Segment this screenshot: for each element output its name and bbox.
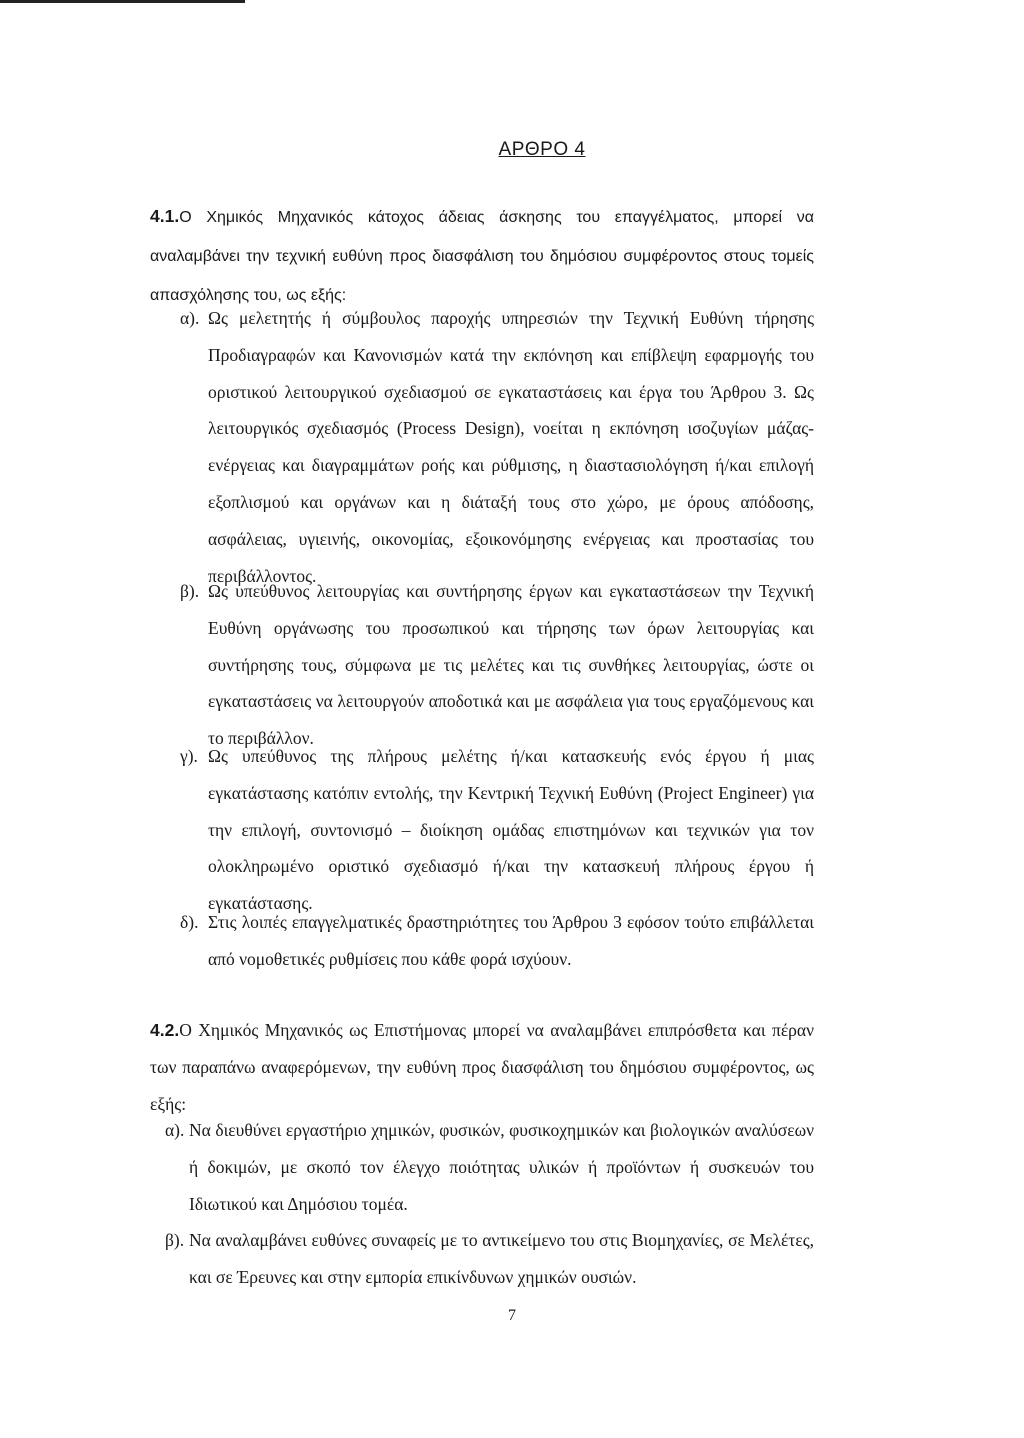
- top-border-line: [0, 0, 245, 3]
- item-label: γ).: [180, 746, 198, 766]
- item-label: β).: [180, 581, 200, 601]
- section-4-1-item-c: [180, 738, 814, 922]
- article-title: ΑΡΘΡΟ 4: [498, 139, 586, 160]
- section-4-1-number: 4.1.: [150, 206, 180, 226]
- section-4-2-item-a: [165, 1112, 814, 1222]
- item-label: α).: [165, 1120, 185, 1140]
- section-4-1-intro-text: Ο Χημικός Μηχανικός κάτοχος άδειας άσκησης του επαγγέλματος, μπορεί να αναλαμβάνει την τεχνική ευθύνη προς διασφάλιση του δημόσιου συμφέροντος στους τομείς απασχόλησης του, ως εξής:: [150, 209, 814, 304]
- item-text: Να αναλαμβάνει ευθύνες συναφείς με το αντικείμενο του στις Βιομηχανίες, σε Μελέτες, και σε Έρευνες και στην εμπορία επικίνδυνων χημικών ουσιών.: [189, 1230, 814, 1287]
- item-text: Να διευθύνει εργαστήριο χημικών, φυσικών, φυσικοχημικών και βιολογικών αναλύσεων ή δοκιμών, με σκοπό τον έλεγχο ποιότητας υλικών ή προϊόντων ή συσκευών του Ιδιωτικού και Δημόσιου τομέα.: [189, 1120, 814, 1214]
- section-4-2-intro: [150, 1012, 814, 1122]
- section-4-2-number: 4.2.: [150, 1020, 180, 1040]
- item-label: β).: [165, 1230, 185, 1250]
- section-4-1-item-d: [180, 904, 814, 978]
- item-text: Ως υπεύθυνος λειτουργίας και συντήρησης έργων και εγκαταστάσεων την Τεχνική Ευθύνη οργάνωσης του προσωπικού και τήρησης των όρων λειτουργίας και συντήρησης τους, σύμφωνα με τις μελέτες και τις συνθήκες λειτουργίας, ώστε οι εγκαταστάσεις να λειτουργούν αποδοτικά και με ασφάλεια για τους εργαζόμενους και το περιβάλλον.: [208, 581, 814, 749]
- section-4-2-intro-text: Ο Χημικός Μηχανικός ως Επιστήμονας μπορεί να αναλαμβάνει επιπρόσθετα και πέραν των παραπάνω αναφερόμενων, την ευθύνη προς διασφάλιση του δημόσιου συμφέροντος, ως εξής:: [150, 1020, 814, 1114]
- section-4-1-intro: [150, 198, 814, 314]
- item-label: α).: [180, 308, 200, 328]
- item-text: Ως μελετητής ή σύμβουλος παροχής υπηρεσιών την Τεχνική Ευθύνη τήρησης Προδιαγραφών και Κανονισμών κατά την εκπόνηση και επίβλεψη εφαρμογής του οριστικού λειτουργικού σχεδιασμού σε εγκαταστάσεις και έργα του Άρθρου 3. Ως λειτουργικός σχεδιασμός (Process Design), νοείται η εκπόνηση ισοζυγίων μάζας-ενέργειας και διαγραμμάτων ροής και ρύθμισης, η διαστασιολόγηση ή/και επιλογή εξοπλισμού και οργάνων και η διάταξή τους στο χώρο, με όρους απόδοσης, ασφάλειας, υγιεινής, οικονομίας, εξοικονόμησης ενέργειας και προστασίας του περιβάλλοντος.: [208, 308, 814, 586]
- item-text: Στις λοιπές επαγγελματικές δραστηριότητες του Άρθρου 3 εφόσον τούτο επιβάλλεται από νομοθετικές ρυθμίσεις που κάθε φορά ισχύουν.: [208, 912, 814, 969]
- item-text: Ως υπεύθυνος της πλήρους μελέτης ή/και κατασκευής ενός έργου ή μιας εγκατάστασης κατόπιν εντολής, την Κεντρική Τεχνική Ευθύνη (Project Engineer) για την επιλογή, συντονισμό – διοίκηση ομάδας επιστημόνων και τεχνικών για τον ολοκληρωμένο οριστικό σχεδιασμό ή/και την κατασκευή πλήρους έργου ή εγκατάστασης.: [208, 746, 814, 914]
- section-4-1-item-b: [180, 573, 814, 757]
- item-label: δ).: [180, 912, 199, 932]
- page-number: 7: [508, 1307, 516, 1324]
- section-4-2-item-b: [165, 1222, 814, 1296]
- section-4-1-item-a: [180, 300, 814, 594]
